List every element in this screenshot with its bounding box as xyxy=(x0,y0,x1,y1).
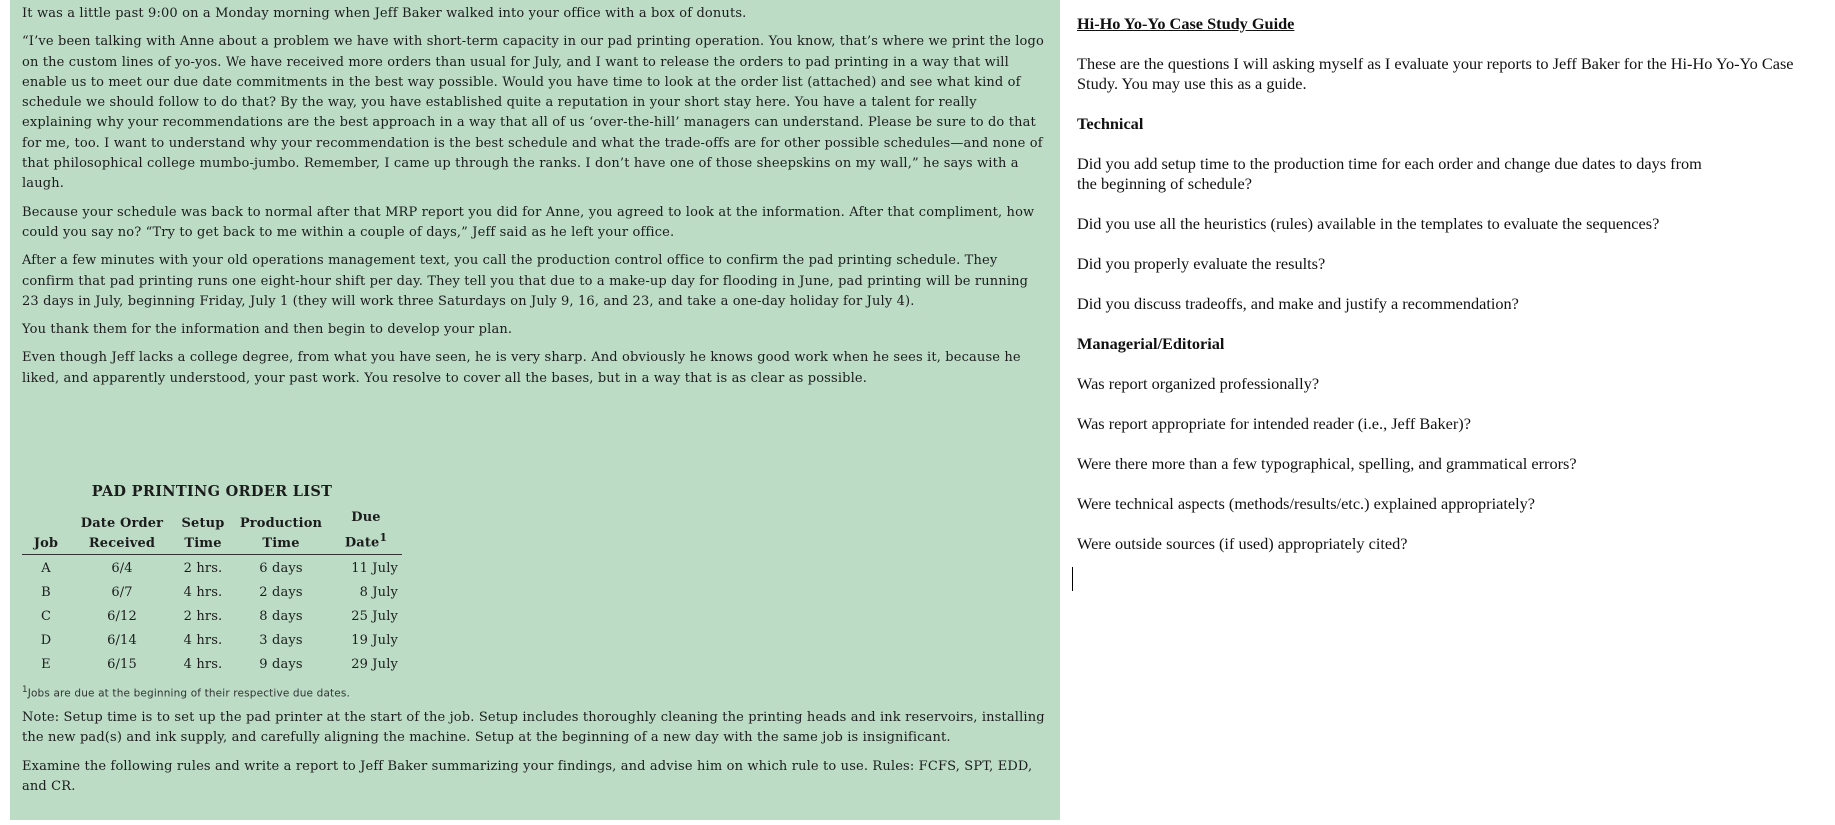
table-row: E 6/15 4 hrs. 9 days 29 July xyxy=(41,656,398,672)
order-table xyxy=(22,508,402,676)
case-paragraph: You thank them for the information and then begin to develop your plan. xyxy=(22,322,513,338)
table-row: C 6/12 2 hrs. 8 days 25 July xyxy=(40,608,398,624)
order-list xyxy=(22,482,402,700)
case-paragraph: Even though Jeff lacks a college degree, from what you have seen, he is very sharp. And obviously he knows good work when he sees it, because he liked, and apparently understood, your past work. You resolve to cover all the bases, but in a way that is as clear as possible. xyxy=(22,350,1021,386)
guide-question: Did you add setup time to the production time for each order and change due dates to days from the beginning of schedule? xyxy=(1077,154,1702,193)
table-header-row xyxy=(22,508,402,554)
column-header-setup-time: Setup Time xyxy=(174,508,232,554)
technical-heading: Technical xyxy=(1077,114,1144,133)
case-paragraph: “I’ve been talking with Anne about a problem we have with short-term capacity in our pad printing operation. You know, that’s where we print the logo on the custom lines of yo-yos. We have received more orders than usual for July, and I want to release the orders to pad printing in a way that will enable us to meet our due date commitments in the best way possible. Would you have time to look at the order list (attached) and see what kind of schedule we should follow to do that? By the way, you have established quite a reputation in your short stay here. You have a talent for really explaining why your recommendations are the best approach in a way that all of us ‘over-the-hill’ managers can understand. Please be sure to do that for me, too. I want to understand why your recommendation is the best schedule and what the trade-offs are for other possible schedules—and none of that philosophical college mumbo-jumbo. Remember, I came up through the ranks. I don’t have one of those sheepskins on my wall,” he says with a laugh. xyxy=(22,34,1044,192)
table-footnote: $^1$Jobs are due at the beginning of their respective due dates. xyxy=(22,684,351,700)
guide-question: Were outside sources (if used) appropriately cited? xyxy=(1077,534,1408,553)
table-row: B 6/7 4 hrs. 2 days 8 July xyxy=(41,584,398,600)
guide-question: Were there more than a few typographical, spelling, and grammatical errors? xyxy=(1077,454,1577,473)
case-paragraph: Because your schedule was back to normal after that MRP report you did for Anne, you agreed to look at the information. After that compliment, how could you say no? “Try to get back to me within a couple of days,” Jeff said as he left your office. xyxy=(22,204,1035,240)
guide-question: Did you discuss tradeoffs, and make and justify a recommendation? xyxy=(1077,294,1519,313)
case-paragraph: It was a little past 9:00 on a Monday morning when Jeff Baker walked into your office with a box of donuts. xyxy=(22,6,747,21)
case-paragraph: After a few minutes with your old operations management text, you call the production control office to confirm the pad printing schedule. They confirm that pad printing runs one eight-hour shift per day. They tell you that due to a make-up day for flooding in June, pad printing will be running 23 days in July, beginning Friday, July 1 (they will work three Saturdays on July 9, 16, and 23, and take a one-day holiday for July 4). xyxy=(22,253,1029,309)
guide-title: Hi-Ho Yo-Yo Case Study Guide xyxy=(1077,14,1295,33)
guide-intro: These are the questions I will asking myself as I evaluate your reports to Jeff Baker for the Hi-Ho Yo-Yo Case Study. You may use this as a guide. xyxy=(1077,54,1794,93)
column-header-due-date: Due Date$^1$ xyxy=(330,508,402,554)
case-closing-text xyxy=(22,708,1052,805)
guide-question: Was report organized professionally? xyxy=(1077,374,1320,393)
setup-note: Note: Setup time is to set up the pad printer at the start of the job. Setup includes thoroughly cleaning the printing heads and ink reservoirs, installing the new pad(s) and ink supply, and carefully aligning the machine. Setup at the beginning of a new day with the same job is insignificant. xyxy=(22,710,1045,746)
guide-question: Did you properly evaluate the results? xyxy=(1077,254,1326,273)
column-header-date-received: Date Order Received xyxy=(70,508,174,554)
text-cursor xyxy=(1072,567,1073,591)
order-list-title: PAD PRINTING ORDER LIST xyxy=(91,483,333,500)
table-row: D 6/14 4 hrs. 3 days 19 July xyxy=(40,632,398,648)
guide-question: Was report appropriate for intended reader (i.e., Jeff Baker)? xyxy=(1077,414,1471,433)
guide-question: Were technical aspects (methods/results/etc.) explained appropriately? xyxy=(1077,494,1535,513)
case-study-guide[interactable] xyxy=(1077,14,1817,574)
column-header-job: Job xyxy=(22,508,70,554)
case-study-panel xyxy=(10,0,1060,820)
managerial-heading: Managerial/Editorial xyxy=(1077,334,1225,353)
table-row: A 6/4 2 hrs. 6 days 11 July xyxy=(41,560,398,576)
column-header-production-time: Production Time xyxy=(232,508,330,554)
case-instructions: Examine the following rules and write a report to Jeff Baker summarizing your findings, and advise him on which rule to use. Rules: FCFS, SPT, EDD, and CR. xyxy=(22,758,1033,794)
guide-question: Did you use all the heuristics (rules) available in the templates to evaluate the sequences? xyxy=(1077,214,1660,233)
